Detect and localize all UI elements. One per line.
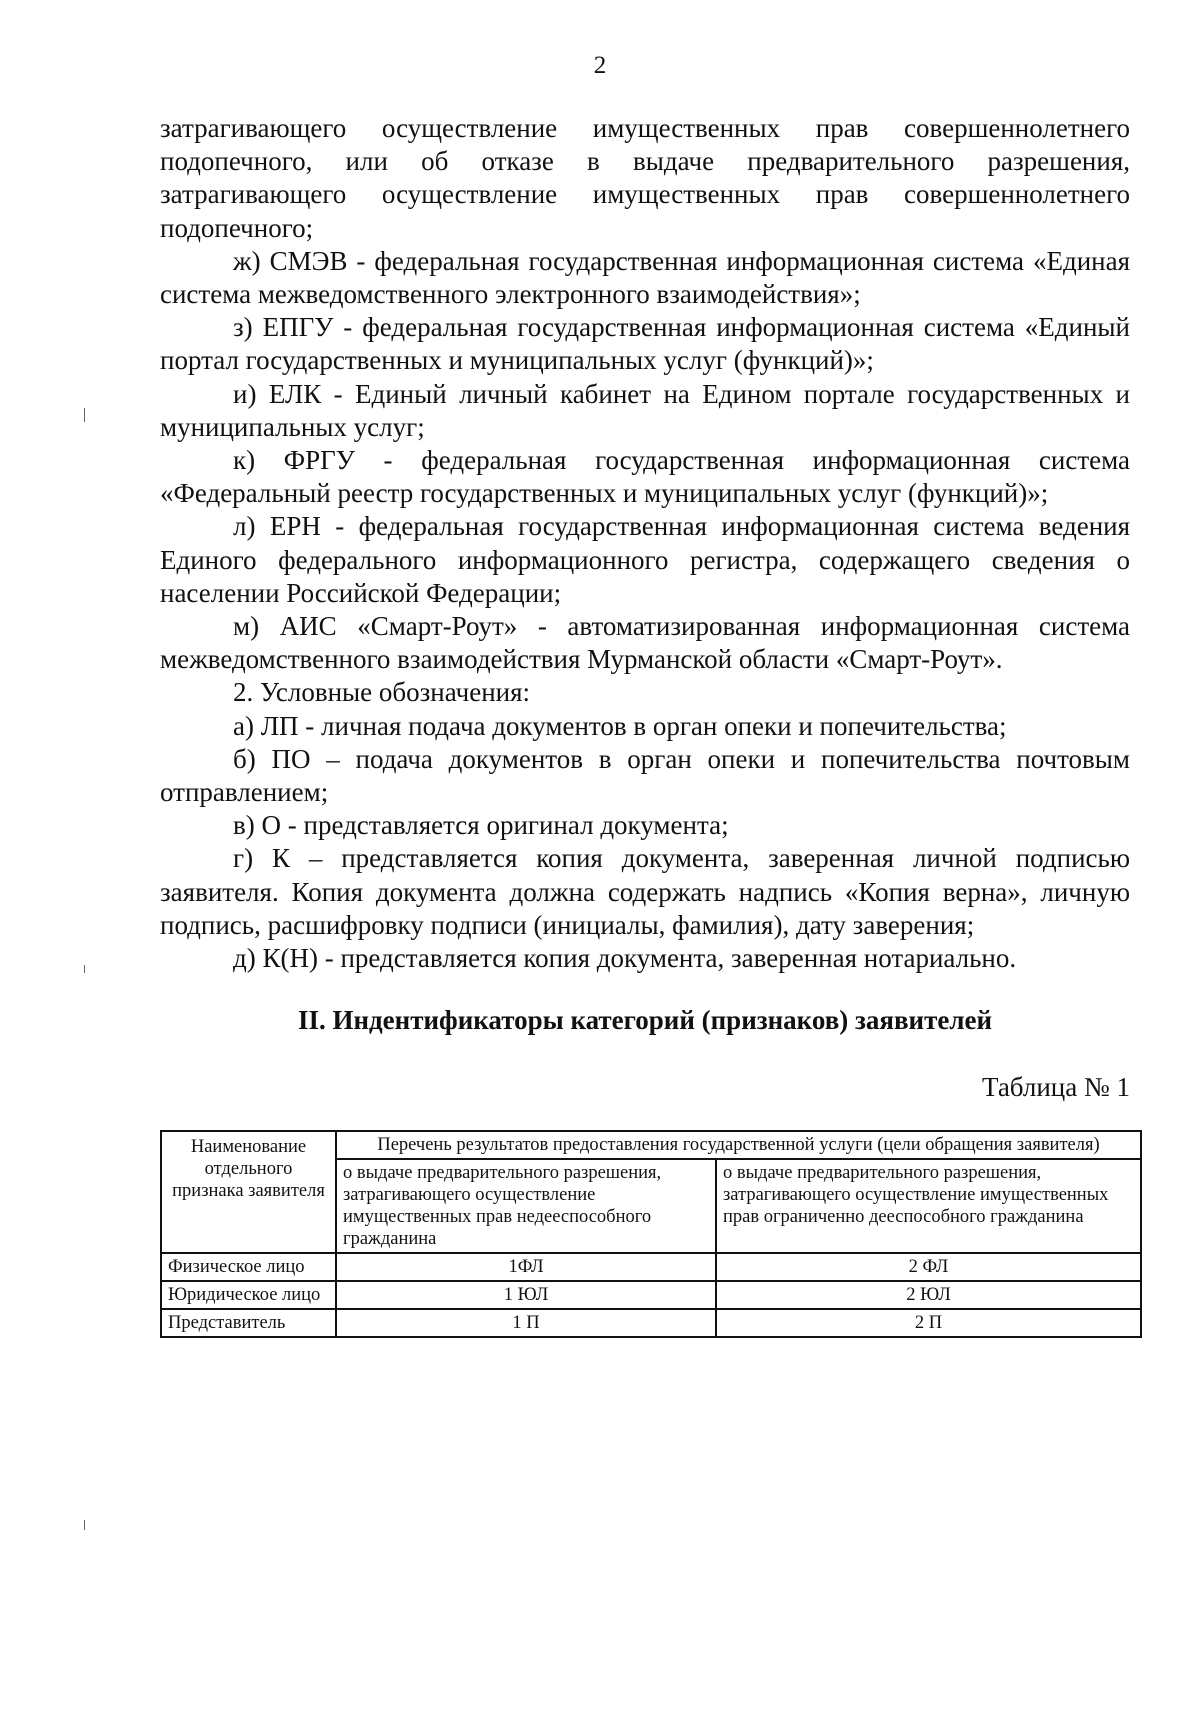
table-cell: 2 ФЛ — [716, 1253, 1141, 1281]
list-item-text: СМЭВ - федеральная государственная информационная система «Единая система межведомственного электронного взаимодействия»; — [160, 245, 1130, 310]
table-cell: 1 П — [336, 1309, 716, 1337]
table-row — [161, 1253, 1141, 1281]
list-item-text: О - представляется оригинал документа; — [261, 810, 729, 841]
list-item-label: л) — [233, 511, 256, 542]
margin-mark — [84, 408, 85, 422]
table-caption: Таблица № 1 — [982, 1072, 1130, 1102]
margin-mark — [84, 1520, 85, 1530]
row-label: Представитель — [161, 1309, 336, 1337]
header-cell-name: Наименование отдельного признака заявителя — [161, 1131, 336, 1253]
section-title: II. Индентификаторы категорий (признаков) заявителей — [297, 1005, 993, 1035]
list-item-text: ЕЛК - Единый личный кабинет на Едином портале государственных и муниципальных услуг; — [160, 378, 1130, 442]
list-item — [160, 809, 1130, 842]
section-heading: 2. Условные обозначения: — [233, 677, 531, 708]
table-cell: 1 ЮЛ — [336, 1281, 716, 1309]
list-item-label: и) — [233, 378, 257, 409]
table-cell: 1ФЛ — [336, 1253, 716, 1281]
list-item — [160, 378, 1130, 444]
document-body — [160, 112, 1130, 975]
list-item-text: ЕРН - федеральная государственная информационная система ведения Единого федерального информационного регистра, содержащего сведения о населении Российской Федерации; — [160, 511, 1131, 608]
list-item — [160, 245, 1130, 311]
table-row — [161, 1309, 1141, 1337]
row-label: Юридическое лицо — [161, 1281, 336, 1309]
table-cell: 2 П — [716, 1309, 1141, 1337]
list-item — [160, 743, 1130, 809]
list-item-label: г) — [233, 843, 254, 874]
header-cell-results: Перечень результатов предоставления государственной услуги (цели обращения заявителя) — [336, 1131, 1141, 1159]
margin-mark — [84, 965, 85, 973]
list-item — [160, 942, 1130, 975]
list-item-text: АИС «Смарт-Роут» - автоматизированная информационная система межведомственного взаимодействия Мурманской области «Смарт-Роут». — [160, 611, 1131, 675]
list-item-text: ЛП - личная подача документов в орган опеки и попечительства; — [260, 710, 1007, 741]
list-item — [160, 842, 1130, 942]
header-cell-limited: о выдаче предварительного разрешения, затрагивающего осуществление имущественных прав ограниченно дееспособного гражданина — [716, 1159, 1141, 1253]
applicant-identifiers-table — [160, 1130, 1142, 1338]
list-item-label: м) — [233, 611, 260, 642]
table-row — [161, 1281, 1141, 1309]
table-header-row — [161, 1131, 1141, 1159]
list-item-text: К – представляется копия документа, заверенная личной подписью заявителя. Копия документа должна содержать надпись «Копия верна», личную подпись, расшифровку подписи (инициалы, фамилия), дату заверения; — [160, 843, 1131, 940]
list-item-text: ЕПГУ - федеральная государственная информационная система «Единый портал государственных и муниципальных услуг (функций)»; — [160, 312, 1130, 376]
list-item — [160, 710, 1130, 743]
list-item-text: ПО – подача документов в орган опеки и попечительства почтовым отправлением; — [160, 743, 1130, 808]
list-item — [160, 510, 1130, 610]
list-item-label: з) — [233, 312, 253, 343]
list-item-label: в) — [233, 810, 255, 841]
header-cell-incapable: о выдаче предварительного разрешения, затрагивающего осуществление имущественных прав недееспособного гражданина — [336, 1159, 716, 1253]
list-item-label: ж) — [233, 245, 261, 276]
list-item-text: К(Н) - представляется копия документа, заверенная нотариально. — [262, 943, 1017, 974]
row-label: Физическое лицо — [161, 1253, 336, 1281]
list-item — [160, 444, 1130, 510]
list-item — [160, 311, 1130, 377]
list-item-text: ФРГУ - федеральная государственная информационная система «Федеральный реестр государственных и муниципальных услуг (функций)»; — [160, 445, 1130, 509]
page-number: 2 — [593, 52, 607, 79]
list-item-label: д) — [233, 943, 256, 974]
list-item-label: а) — [233, 710, 254, 741]
table-cell: 2 ЮЛ — [716, 1281, 1141, 1309]
list-item-label: к) — [233, 445, 256, 476]
list-item — [160, 610, 1130, 676]
paragraph: затрагивающего осуществление имущественных прав совершеннолетнего подопечного, или об отказе в выдаче предварительного разрешения, затрагивающего осуществление имущественных прав совершеннолетнего подопечного; — [160, 113, 1130, 243]
list-item-label: б) — [233, 743, 256, 774]
